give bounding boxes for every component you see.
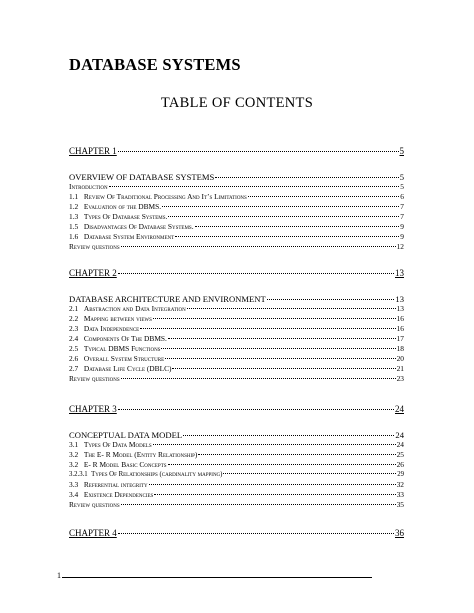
toc-entry-number: 1.2 xyxy=(69,202,79,211)
toc-entry[interactable] xyxy=(69,304,404,314)
toc-entry-text: Review questions xyxy=(69,500,120,509)
toc-entry-label xyxy=(69,460,167,470)
toc-entry-label xyxy=(69,344,160,354)
toc-entry-text: Mapping between views xyxy=(83,314,152,323)
toc-entry[interactable] xyxy=(69,430,404,440)
toc-entry-number: 1.3 xyxy=(69,212,79,221)
toc-entry-page: 18 xyxy=(396,344,404,353)
toc-entry-page: 25 xyxy=(396,450,404,459)
toc-entry-text: CONCEPTUAL DATA MODEL xyxy=(69,430,183,440)
toc-entry-text: Database Life Cycle (DBLC) xyxy=(83,364,172,373)
toc-entry-label xyxy=(69,354,164,364)
toc-entry-page: 17 xyxy=(396,334,404,343)
toc-entry[interactable] xyxy=(69,222,404,232)
dot-leader xyxy=(121,378,396,379)
toc-entry-label xyxy=(69,146,117,156)
toc-entry-label xyxy=(69,304,186,314)
toc-entry[interactable] xyxy=(69,202,404,212)
toc-entry-page: 5 xyxy=(399,146,404,156)
dot-leader xyxy=(175,236,399,237)
toc-entry-page: 29 xyxy=(397,471,404,478)
toc-entry-label xyxy=(69,490,153,500)
dot-leader xyxy=(109,186,400,187)
toc-entry-page: 7 xyxy=(400,202,404,211)
toc-entry-text: Referential integrity xyxy=(83,480,148,489)
dot-leader xyxy=(168,464,396,465)
toc-entry-text: CHAPTER 2 xyxy=(69,268,117,278)
toc-entry-number: 3.2.3.1 xyxy=(69,471,88,478)
toc-entry-text: Evaluation of the DBMS. xyxy=(83,202,162,211)
toc-entry-label xyxy=(69,324,139,334)
toc-entry-text: Types Of Relationships (cardinality mapping) xyxy=(91,471,223,478)
toc-entry-label xyxy=(69,480,148,490)
toc-entry[interactable] xyxy=(69,354,404,364)
toc-entry[interactable] xyxy=(69,450,404,460)
toc-entry-page: 23 xyxy=(396,374,404,383)
toc-entry-number: 2.4 xyxy=(69,334,79,343)
toc-entry[interactable] xyxy=(69,182,404,192)
toc-entry-text: Introduction xyxy=(69,182,108,191)
dot-leader xyxy=(165,358,395,359)
toc-entry-text: Overall System Structure xyxy=(83,354,165,363)
toc-entry-label xyxy=(69,232,174,242)
toc-entry-text: Review questions xyxy=(69,242,120,251)
toc-entry-number: 1.6 xyxy=(69,232,79,241)
toc-entry[interactable] xyxy=(69,440,404,450)
toc-entry[interactable] xyxy=(69,294,404,304)
footer-rule xyxy=(62,577,372,578)
toc-entry-number: 3.2 xyxy=(69,460,79,469)
toc-entry-label xyxy=(69,374,120,384)
toc-entry-number: 3.4 xyxy=(69,490,79,499)
toc-entry-page: 35 xyxy=(396,500,404,509)
toc-entry-text: The E- R Model (Entity Relationship) xyxy=(83,450,198,459)
dot-leader xyxy=(223,473,396,474)
dot-leader xyxy=(195,226,400,227)
toc-entry-page: 16 xyxy=(396,324,404,333)
toc-entry-page: 21 xyxy=(396,364,404,373)
toc-entry[interactable] xyxy=(69,268,404,278)
toc-entry-page: 6 xyxy=(400,192,404,201)
toc-entry-page: 24 xyxy=(395,430,404,440)
toc-entry-label xyxy=(69,470,222,480)
toc-entry-text: E- R Model Basic Concepts xyxy=(83,460,167,469)
toc-entry-text: Types Of Database Systems. xyxy=(83,212,168,221)
dot-leader xyxy=(168,338,396,339)
toc-entry-label xyxy=(69,314,152,324)
toc-entry[interactable] xyxy=(69,212,404,222)
toc-entry-number: 1.5 xyxy=(69,222,79,231)
toc-entry-text: Disadvantages Of Database Systems. xyxy=(83,222,194,231)
toc-entry[interactable] xyxy=(69,324,404,334)
toc-entry-text: Components Of The DBMS. xyxy=(83,334,167,343)
toc-entry-label xyxy=(69,222,194,232)
toc-entry-label xyxy=(69,268,117,278)
toc-entry-text: DATABASE ARCHITECTURE AND ENVIRONMENT xyxy=(69,294,266,304)
dot-leader xyxy=(161,348,395,349)
dot-leader xyxy=(187,308,396,309)
toc-entry[interactable] xyxy=(69,500,404,510)
toc-entry[interactable] xyxy=(69,314,404,324)
toc-entry-number: 1.1 xyxy=(69,192,79,201)
toc-entry[interactable] xyxy=(69,334,404,344)
dot-leader xyxy=(118,273,394,274)
dot-leader xyxy=(267,299,395,300)
toc-entry-text: CHAPTER 1 xyxy=(69,146,117,156)
toc-entry-label xyxy=(69,294,266,304)
toc-entry-page: 20 xyxy=(396,354,404,363)
dot-leader xyxy=(118,409,394,410)
toc-entry-label xyxy=(69,364,171,374)
dot-leader xyxy=(121,246,396,247)
toc-entry-text: CHAPTER 3 xyxy=(69,404,117,414)
toc-entry-page: 9 xyxy=(400,222,404,231)
dot-leader xyxy=(168,216,399,217)
toc-entry-page: 24 xyxy=(395,404,404,414)
dot-leader xyxy=(154,494,395,495)
dot-leader xyxy=(215,177,398,178)
toc-entry-page: 16 xyxy=(396,314,404,323)
toc-entry-text: OVERVIEW OF DATABASE SYSTEMS xyxy=(69,172,215,182)
toc-entry-page: 13 xyxy=(395,268,404,278)
toc-entry-page: 12 xyxy=(396,242,404,251)
toc-entry[interactable] xyxy=(69,374,404,384)
toc-entry-label xyxy=(69,500,120,510)
toc-entry-text: Review Of Traditional Processing And It’s Limitations xyxy=(83,192,247,201)
toc-entry-page: 33 xyxy=(396,490,404,499)
toc-entry[interactable] xyxy=(69,344,404,354)
toc-entry-page: 9 xyxy=(400,232,404,241)
toc-entry-page: 32 xyxy=(396,480,404,489)
toc-heading: TABLE OF CONTENTS xyxy=(160,95,314,111)
toc-entry-number: 2.3 xyxy=(69,324,79,333)
toc-entry[interactable] xyxy=(69,172,404,182)
toc-entry-page: 5 xyxy=(399,172,404,182)
dot-leader xyxy=(172,368,395,369)
toc-entry-label xyxy=(69,440,152,450)
toc-entry-number: 2.6 xyxy=(69,354,79,363)
toc-entry[interactable] xyxy=(69,490,404,500)
toc-entry-label xyxy=(69,528,117,538)
toc-entry-label xyxy=(69,430,182,440)
toc-entry-label xyxy=(69,404,117,414)
toc-entry-number: 2.1 xyxy=(69,304,79,313)
dot-leader xyxy=(162,206,399,207)
toc-entry-label xyxy=(69,212,167,222)
dot-leader xyxy=(198,454,395,455)
toc-entry-page: 13 xyxy=(395,294,404,304)
toc-entry[interactable] xyxy=(69,470,404,480)
document-title: DATABASE SYSTEMS xyxy=(69,55,241,74)
toc-entry-number: 2.7 xyxy=(69,364,79,373)
toc-entry-page: 5 xyxy=(400,182,404,191)
toc-entry[interactable] xyxy=(69,480,404,490)
dot-leader xyxy=(121,504,396,505)
toc-entry-number: 3.3 xyxy=(69,480,79,489)
toc-entry[interactable] xyxy=(69,242,404,252)
toc-entry-label xyxy=(69,334,167,344)
toc-entry-text: Data Independence xyxy=(83,324,140,333)
footer-page-number: 1 xyxy=(57,571,61,580)
toc-entry[interactable] xyxy=(69,404,404,414)
toc-entry-number: 3.1 xyxy=(69,440,79,449)
toc-entry-text: CHAPTER 4 xyxy=(69,528,117,538)
toc-entry-page: 13 xyxy=(396,304,404,313)
dot-leader xyxy=(118,533,394,534)
dot-leader xyxy=(140,328,395,329)
toc-entry[interactable] xyxy=(69,364,404,374)
toc-entry-label xyxy=(69,202,161,212)
dot-leader xyxy=(183,435,394,436)
toc-entry[interactable] xyxy=(69,528,404,538)
toc-entry-label xyxy=(69,172,214,182)
toc-entry-number: 3.2 xyxy=(69,450,79,459)
toc-entry[interactable] xyxy=(69,192,404,202)
toc-entry-page: 7 xyxy=(400,212,404,221)
toc-entry-text: Types Of Data Models xyxy=(83,440,152,449)
toc-entry[interactable] xyxy=(69,146,404,156)
toc-entry-number: 2.2 xyxy=(69,314,79,323)
dot-leader xyxy=(248,196,399,197)
dot-leader xyxy=(153,318,396,319)
toc-entry[interactable] xyxy=(69,460,404,470)
toc-entry-text: Typical DBMS Functions xyxy=(83,344,161,353)
toc-entry-text: Abstraction and Data Integration xyxy=(83,304,186,313)
toc-entry-label xyxy=(69,192,247,202)
toc-entry-text: Database System Environment xyxy=(83,232,175,241)
toc-entry-label xyxy=(69,182,108,192)
toc-entry-label xyxy=(69,242,120,252)
toc-entry-page: 26 xyxy=(396,460,404,469)
toc-entry[interactable] xyxy=(69,232,404,242)
dot-leader xyxy=(149,484,396,485)
dot-leader xyxy=(118,151,399,152)
toc-entry-page: 24 xyxy=(396,440,404,449)
dot-leader xyxy=(153,444,396,445)
toc-entry-text: Review questions xyxy=(69,374,120,383)
toc-entry-text: Existence Dependencies xyxy=(83,490,154,499)
toc-entry-page: 36 xyxy=(395,528,404,538)
toc-entry-label xyxy=(69,450,197,460)
toc-entry-number: 2.5 xyxy=(69,344,79,353)
